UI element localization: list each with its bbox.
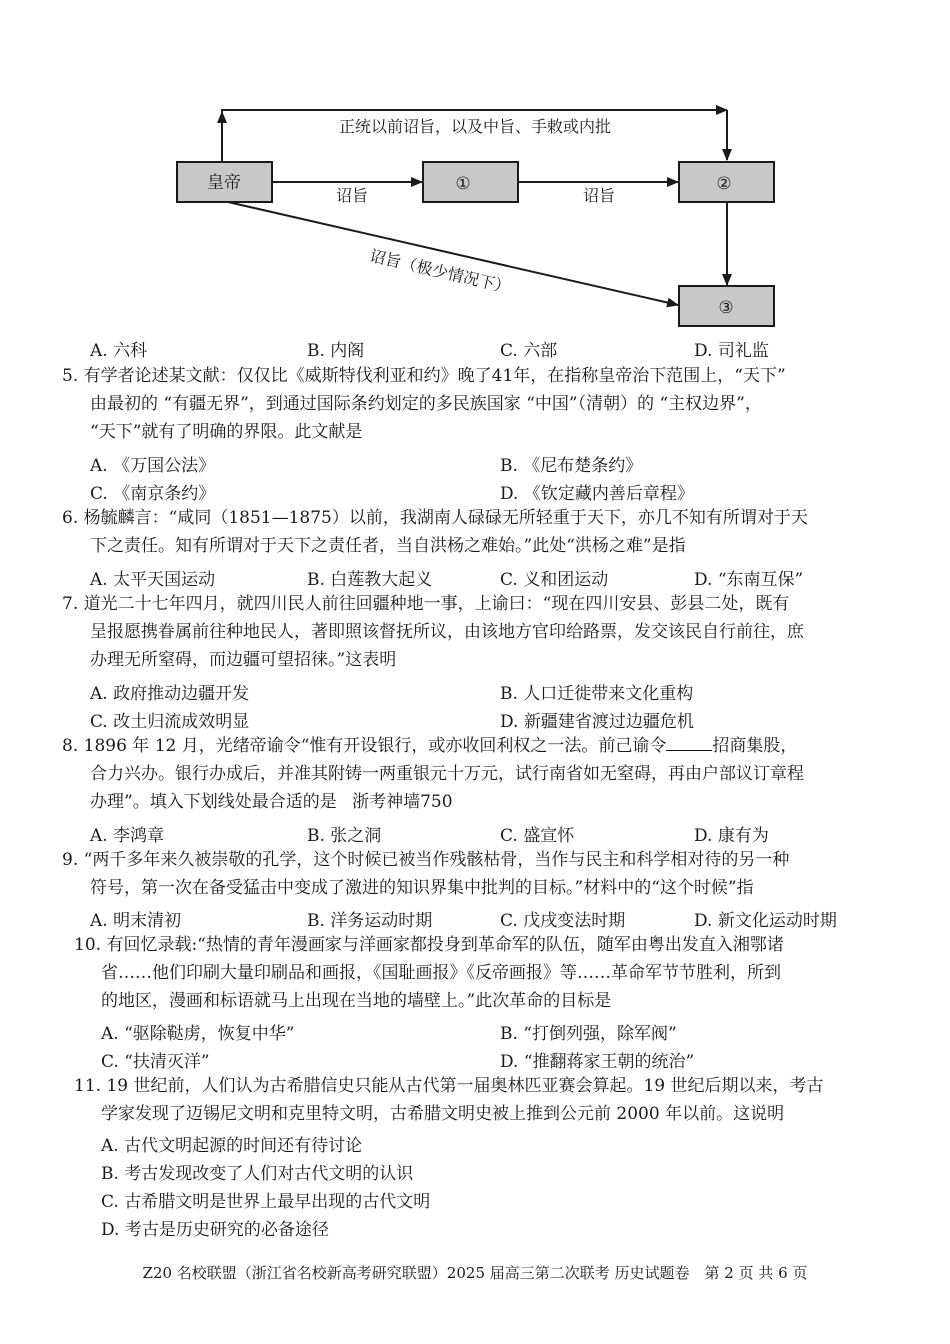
q9-stem-line-1: 9. “两千多年来久被崇敬的孔学，这个时候已被当作残骸枯骨，当作与民主和科学相对待的另一种 xyxy=(62,850,790,870)
q8-stem-line-3-text: 办理”。填入下划线处最合适的是 xyxy=(90,792,337,812)
arrow1-label: 诏旨 xyxy=(335,186,369,205)
q10-stem-line-2: 省……他们印刷大量印刷品和画报，《国耻画报》《反帝画报》等……革命军节节胜利，所到 xyxy=(101,963,781,983)
q4-option-d: D. 司礼监 xyxy=(694,341,769,361)
q9-option-c: C. 戊戌变法时期 xyxy=(500,911,626,931)
q9-option-d: D. 新文化运动时期 xyxy=(694,911,837,931)
q8-stem-line-3 xyxy=(90,788,453,816)
q10-option-b: B. “打倒列强，除军阀” xyxy=(500,1024,677,1044)
arrow-emperor-node3 xyxy=(228,202,678,305)
q10-option-a: A. “驱除鞑虏，恢复中华” xyxy=(101,1024,295,1044)
q8-watermark: 浙考神墙750 xyxy=(352,792,453,812)
q5-option-a: A. 《万国公法》 xyxy=(90,456,216,476)
q9-option-b: B. 洋务运动时期 xyxy=(307,911,433,931)
q10-option-d: D. “推翻蒋家王朝的统治” xyxy=(500,1052,695,1072)
q5-stem-line-1: 5. 有学者论述某文献：仅仅比《威斯特伐利亚和约》晚了41年，在指称皇帝治下范围上，“天下” xyxy=(62,366,786,386)
q11-option-b: B. 考古发现改变了人们对古代文明的认识 xyxy=(101,1164,414,1184)
q5-stem-line-2: 由最初的 “有疆无界”，到通过国际条约划定的多民族国家 “中国”（清朝）的 “主权边界”， xyxy=(90,394,762,414)
q6-stem-line-2: 下之责任。知有所谓对于天下之责任者，当自洪杨之难始。”此处“洪杨之难”是指 xyxy=(90,536,686,556)
q9-option-a: A. 明末清初 xyxy=(90,911,182,931)
top-arrow-label: 正统以前诏旨，以及中旨、手敕或内批 xyxy=(338,117,612,136)
arrow2-label: 诏旨 xyxy=(582,186,616,205)
q6-option-d: D. “东南互保” xyxy=(694,570,804,590)
q8-option-d: D. 康有为 xyxy=(694,826,769,846)
q10-stem-line-3: 的地区，漫画和标语就马上出现在当地的墙壁上。”此次革命的目标是 xyxy=(101,991,612,1011)
q9-stem-line-2: 符号，第一次在备受猛击中变成了激进的知识界集中批判的目标。”材料中的“这个时候”指 xyxy=(90,878,754,898)
q5-option-b: B. 《尼布楚条约》 xyxy=(500,456,643,476)
node3-label: ③ xyxy=(718,298,734,318)
q11-option-d: D. 考古是历史研究的必备途径 xyxy=(101,1220,329,1240)
q6-option-a: A. 太平天国运动 xyxy=(90,570,216,590)
q11-option-a: A. 古代文明起源的时间还有待讨论 xyxy=(101,1136,363,1156)
q6-stem-line-1: 6. 杨毓麟言：“咸同（1851—1875）以前，我湖南人碌碌无所轻重于天下，亦几不知有所谓对于天 xyxy=(62,508,808,528)
q4-option-b: B. 内阁 xyxy=(307,341,365,361)
q8-option-b: B. 张之洞 xyxy=(307,826,382,846)
q8-stem-part-a: 8. 1896 年 12 月，光绪帝谕令“惟有开设银行，或亦收回利权之一法。前己谕令 xyxy=(62,736,667,756)
q7-option-a: A. 政府推动边疆开发 xyxy=(90,684,250,704)
q8-stem-part-b: 招商集股， xyxy=(712,736,798,756)
q6-option-c: C. 义和团运动 xyxy=(500,570,609,590)
q8-stem-line-2: 合力兴办。银行办成后，并准其附铸一两重银元十万元，试行南省如无窒碍，再由户部议订章程 xyxy=(90,764,804,784)
page-footer: Z20 名校联盟（浙江省名校新高考研究联盟）2025 届高三第二次联考 历史试题卷 第 2 页 共 6 页 xyxy=(142,1264,808,1282)
q10-option-c: C. “扶清灭洋” xyxy=(101,1052,210,1072)
node2-label: ② xyxy=(716,174,732,194)
node1-label: ① xyxy=(455,174,471,194)
q10-stem-line-1: 10. 有回忆录载:“热情的青年漫画家与洋画家都投身到革命军的队伍，随军由粤出发直入湘鄂诸 xyxy=(74,935,784,955)
q7-stem-line-2: 呈报愿携眷属前往种地民人，著即照该督抚所议，由该地方官印给路票，发交该民自行前往，庶 xyxy=(90,622,804,642)
emperor-label: 皇帝 xyxy=(207,173,241,193)
bureaucracy-flow-diagram xyxy=(0,0,950,345)
q8-stem-line-1 xyxy=(62,732,797,760)
q8-blank xyxy=(666,732,712,751)
q8-option-a: A. 李鸿章 xyxy=(90,826,165,846)
q7-option-b: B. 人口迁徙带来文化重构 xyxy=(500,684,694,704)
q6-option-b: B. 白莲教大起义 xyxy=(307,570,433,590)
q7-option-c: C. 改土归流成效明显 xyxy=(90,712,250,732)
q7-stem-line-3: 办理无所窒碍，而边疆可望招徕。”这表明 xyxy=(90,650,397,670)
q5-option-d: D. 《钦定藏内善后章程》 xyxy=(500,484,694,504)
q11-stem-line-1: 11. 19 世纪前，人们认为古希腊信史只能从古代第一届奥林匹亚赛会算起。19 世纪后期以来，考古 xyxy=(74,1076,824,1096)
diag-arrow-label: 诏旨（极少情况下） xyxy=(367,246,513,297)
q7-stem-line-1: 7. 道光二十七年四月，就四川民人前往回疆种地一事，上谕曰：“现在四川安县、彭县二处，既有 xyxy=(62,594,790,614)
q4-option-a: A. 六科 xyxy=(90,341,148,361)
q5-option-c: C. 《南京条约》 xyxy=(90,484,216,504)
q8-option-c: C. 盛宣怀 xyxy=(500,826,575,846)
q11-stem-line-2: 学家发现了迈锡尼文明和克里特文明，古希腊文明史被上推到公元前 2000 年以前。这说明 xyxy=(101,1104,785,1124)
q11-option-c: C. 古希腊文明是世界上最早出现的古代文明 xyxy=(101,1192,431,1212)
q4-option-c: C. 六部 xyxy=(500,341,558,361)
q7-option-d: D. 新疆建省渡过边疆危机 xyxy=(500,712,694,732)
q5-stem-line-3: “天下”就有了明确的界限。此文献是 xyxy=(90,422,363,442)
